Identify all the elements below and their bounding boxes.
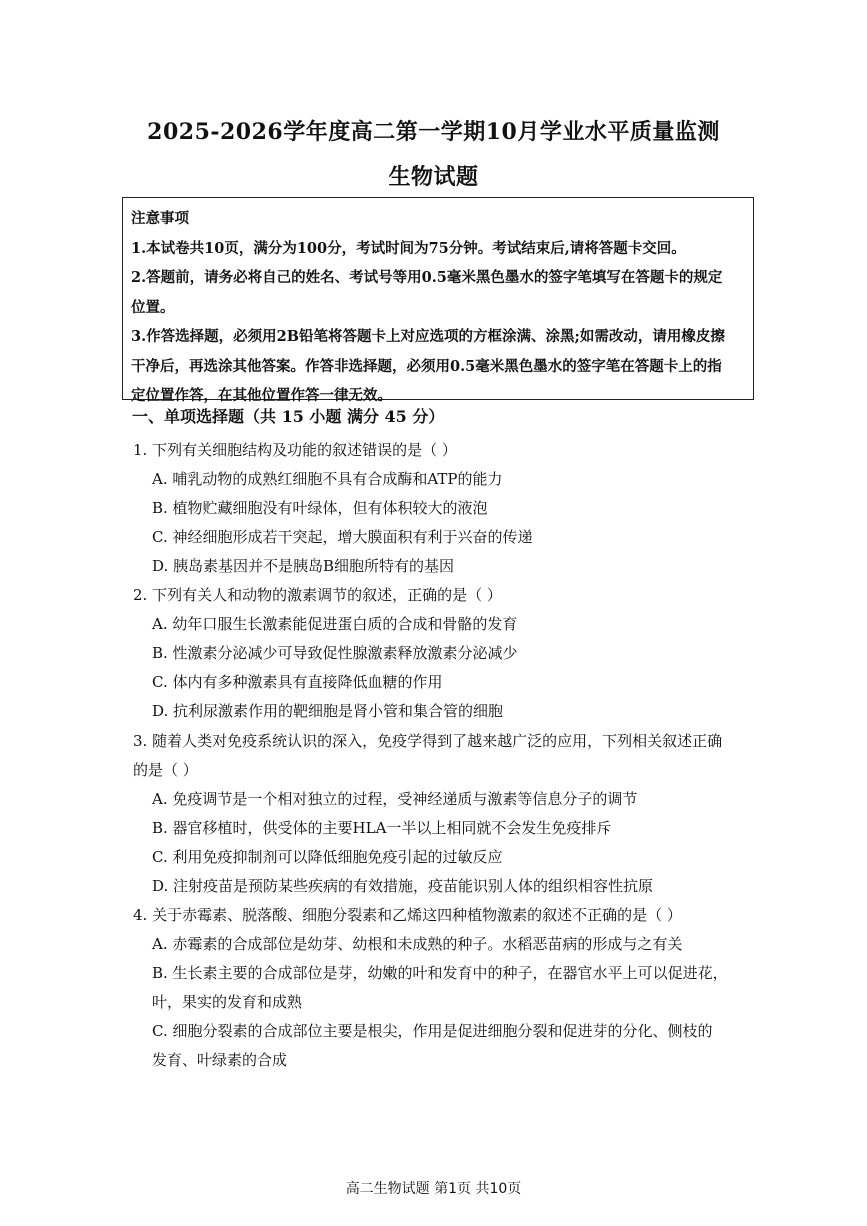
question-option: A. 免疫调节是一个相对独立的过程，受神经递质与激素等信息分子的调节 [152,790,638,808]
question-stem: 2. 下列有关人和动物的激素调节的叙述，正确的是（ ） [133,586,502,604]
question-option: C. 细胞分裂素的合成部位主要是根尖，作用是促进细胞分裂和促进芽的分化、侧枝的 [152,1022,713,1040]
question-option: D. 胰岛素基因并不是胰岛B细胞所特有的基因 [152,557,455,575]
question-option: D. 抗利尿激素作用的靶细胞是肾小管和集合管的细胞 [152,702,504,720]
question-stem-continuation: 的是（ ） [133,761,198,779]
exam-subtitle: 生物试题 [388,164,479,190]
notice-box [122,197,754,404]
question-option: B. 性激素分泌减少可导致促性腺激素释放激素分泌减少 [152,644,518,662]
page-footer: 高二生物试题 第1页 共10页 [345,1181,522,1197]
question-option: A. 幼年口服生长激素能促进蛋白质的合成和骨骼的发育 [152,615,518,633]
notice-line: 3.作答选择题，必须用2B铅笔将答题卡上对应选项的方框涂满、涂黑;如需改动，请用橡皮擦 [131,328,725,345]
question-option: B. 器官移植时，供受体的主要HLA一半以上相同就不会发生免疫排斥 [152,819,612,837]
question-stem: 4. 关于赤霉素、脱落酸、细胞分裂素和乙烯这四种植物激素的叙述不正确的是（ ） [133,906,682,924]
notice-line: 定位置作答，在其他位置作答一律无效。 [131,387,392,404]
question-option: A. 哺乳动物的成熟红细胞不具有合成酶和ATP的能力 [152,470,503,488]
exam-title: 2025-2026学年度高二第一学期10月学业水平质量监测 [147,119,720,145]
question-option: A. 赤霉素的合成部位是幼芽、幼根和未成熟的种子。水稻恶苗病的形成与之有关 [152,935,683,953]
section-heading: 一、单项选择题（共 15 小题 满分 45 分） [132,407,445,426]
question-option: B. 植物贮藏细胞没有叶绿体，但有体积较大的液泡 [152,499,488,517]
question-option: D. 注射疫苗是预防某些疾病的有效措施，疫苗能识别人体的组织相容性抗原 [152,877,654,895]
notice-line: 2.答题前，请务必将自己的姓名、考试号等用0.5毫米黑色墨水的签字笔填写在答题卡的规定 [131,269,723,286]
question-option: B. 生长素主要的合成部位是芽，幼嫩的叶和发育中的种子，在器官水平上可以促进花， [152,964,728,982]
question-option-continuation: 发育、叶绿素的合成 [152,1051,288,1069]
notice-line: 干净后，再选涂其他答案。作答非选择题，必须用0.5毫米黑色墨水的签字笔在答题卡上的指 [131,357,722,375]
question-stem: 3. 随着人类对免疫系统认识的深入，免疫学得到了越来越广泛的应用，下列相关叙述正确 [133,732,723,750]
notice-line: 1.本试卷共10页，满分为100分，考试时间为75分钟。考试结束后,请将答题卡交回。 [131,239,686,257]
notice-heading: 注意事项 [131,210,189,227]
question-option: C. 神经细胞形成若干突起，增大膜面积有利于兴奋的传递 [152,528,533,546]
notice-line: 位置。 [131,298,175,316]
question-option: C. 利用免疫抑制剂可以降低细胞免疫引起的过敏反应 [152,848,503,866]
question-option: C. 体内有多种激素具有直接降低血糖的作用 [152,673,443,691]
question-stem: 1. 下列有关细胞结构及功能的叙述错误的是（ ） [133,441,457,459]
question-option-continuation: 叶，果实的发育和成熟 [152,993,303,1011]
